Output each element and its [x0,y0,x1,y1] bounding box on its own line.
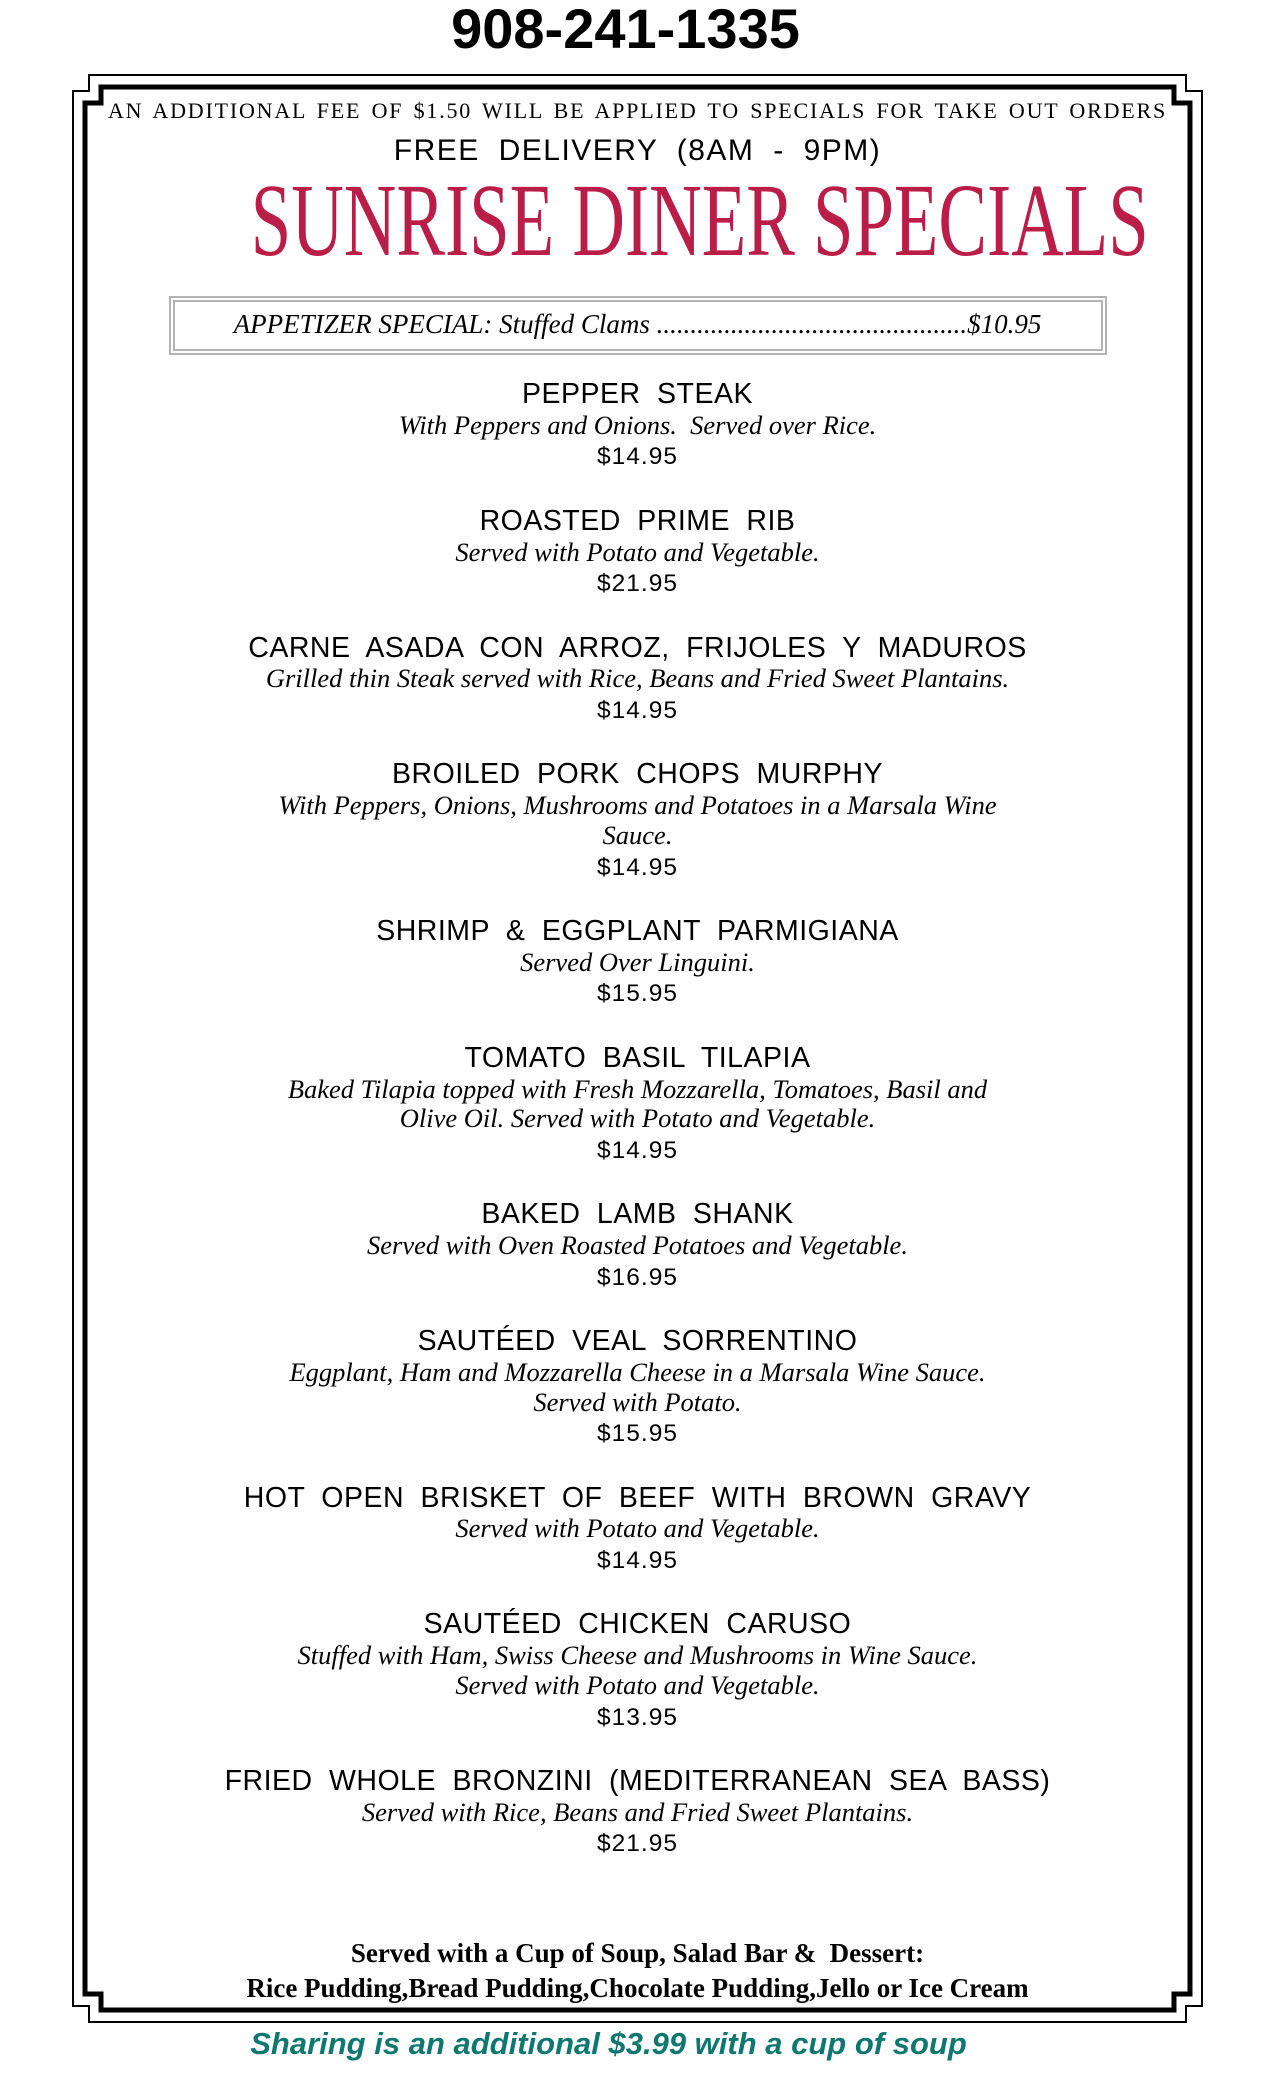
appetizer-price: $10.95 [967,309,1042,339]
item-description-line: Sauce. [602,819,673,850]
item-name: TOMATO BASIL TILAPIA [464,1041,811,1074]
item-price: $14.95 [597,697,678,725]
appetizer-label: APPETIZER SPECIAL: [233,309,493,339]
item-description-line: With Peppers and Onions. Served over Rice. [398,409,877,440]
sharing-note: Sharing is an additional $3.99 with a cup of soup [250,2026,967,2061]
appetizer-dot-leader: .............................................. [656,309,968,339]
dessert-options-line: Rice Pudding,Bread Pudding,Chocolate Pudding,Jello or Ice Cream [246,1973,1029,2004]
item-price: $15.95 [597,980,678,1008]
item-price: $16.95 [597,1263,678,1291]
item-description [85,538,1190,568]
appetizer-special-box [173,300,1103,351]
item-name: PEPPER STEAK [522,378,753,410]
item-price: $14.95 [597,853,678,881]
menu-header [85,98,1190,351]
item-name: FRIED WHOLE BRONZINI (MEDITERRANEAN SEA BASS) [224,1764,1051,1797]
item-name: HOT OPEN BRISKET OF BEEF WITH BROWN GRAVY [243,1481,1032,1514]
takeout-fee-notice: AN ADDITIONAL FEE OF $1.50 WILL BE APPLIED TO SPECIALS FOR TAKE OUT ORDERS [107,98,1168,123]
item-description-line: Eggplant, Ham and Mozzarella Cheese in a Marsala Wine Sauce. [289,1356,986,1387]
menu-item [85,1482,1190,1576]
menu-item [85,758,1190,882]
item-description-line: Grilled thin Steak served with Rice, Beans and Fried Sweet Plantains. [265,663,1010,694]
item-description-line: Served with Potato. [533,1386,742,1417]
item-name: SAUTÉED CHICKEN CARUSO [423,1608,852,1641]
menu-item [85,915,1190,1009]
included-sides-line: Served with a Cup of Soup, Salad Bar & Dessert: [350,1938,925,1968]
menu-title: SUNRISE DINER SPECIALS [250,163,1149,278]
appetizer-item: Stuffed Clams [499,309,650,339]
menu-item [85,1198,1190,1292]
item-description-line: Olive Oil. Served with Potato and Vegetable. [399,1103,876,1134]
item-price: $21.95 [597,570,678,598]
item-description-line: Baked Tilapia topped with Fresh Mozzarella, Tomatoes, Basil and [287,1073,988,1104]
item-description [85,1075,1190,1134]
item-description-line: Served Over Linguini. [520,946,755,977]
item-description-line: With Peppers, Onions, Mushrooms and Potatoes in a Marsala Wine [278,790,997,821]
specials-list [85,378,1190,1934]
item-description [85,1231,1190,1261]
free-delivery-line: FREE DELIVERY (8AM - 9PM) [393,134,882,167]
menu-item [85,1042,1190,1166]
item-price: $13.95 [597,1703,678,1731]
item-price: $14.95 [597,1547,678,1575]
item-price: $14.95 [597,1136,678,1164]
item-description [85,664,1190,694]
item-name: SHRIMP & EGGPLANT PARMIGIANA [376,914,899,947]
item-description [85,948,1190,978]
item-price: $21.95 [597,1830,678,1858]
menu-item [85,1765,1190,1859]
item-description-line: Served with Oven Roasted Potatoes and Vegetable. [367,1230,908,1261]
phone-number: 908-241-1335 [451,0,800,60]
item-description-line: Served with Potato and Vegetable. [455,536,820,567]
item-price: $14.95 [597,443,678,471]
item-description [85,1514,1190,1544]
item-description-line: Stuffed with Ham, Swiss Cheese and Mushrooms in Wine Sauce. [297,1640,978,1671]
item-description [85,1641,1190,1700]
item-name: BAKED LAMB SHANK [481,1198,794,1231]
item-description [85,791,1190,850]
item-name: SAUTÉED VEAL SORRENTINO [417,1325,858,1358]
item-name: BROILED PORK CHOPS MURPHY [392,758,883,791]
menu-item [85,378,1190,472]
item-name: CARNE ASADA CON ARROZ, FRIJOLES Y MADUROS [248,631,1027,664]
item-description-line: Served with Rice, Beans and Fried Sweet Plantains. [361,1796,914,1827]
menu-item [85,632,1190,726]
item-description [85,1358,1190,1417]
menu-title-wrap [85,163,1190,278]
menu-item [85,1325,1190,1449]
item-description-line: Served with Potato and Vegetable. [455,1513,820,1544]
item-price: $15.95 [597,1420,678,1448]
item-description [85,411,1190,441]
item-description [85,1798,1190,1828]
item-description-line: Served with Potato and Vegetable. [455,1669,820,1700]
menu-item [85,505,1190,599]
included-extras-footer [85,1936,1190,2006]
menu-item [85,1608,1190,1732]
item-name: ROASTED PRIME RIB [479,504,796,537]
